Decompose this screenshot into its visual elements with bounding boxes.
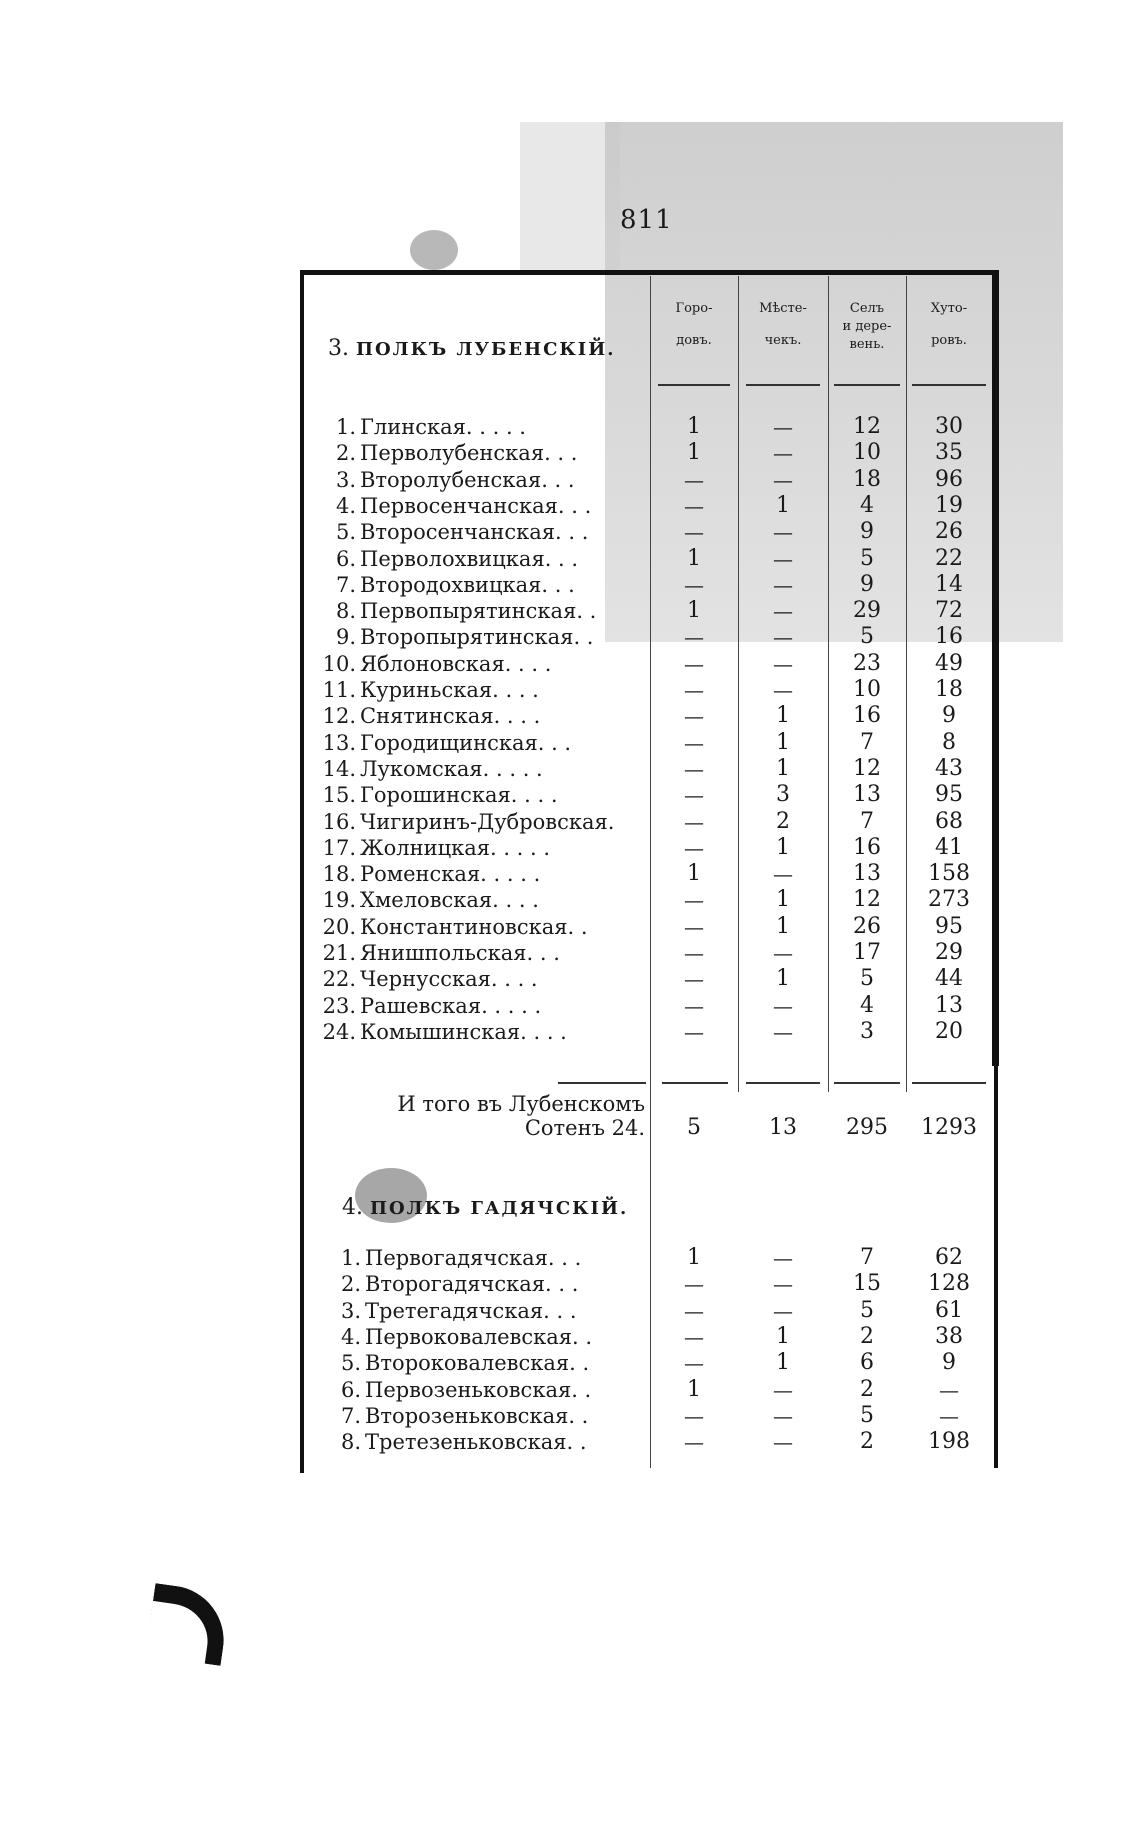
- cell-khutors: 62: [935, 1245, 963, 1270]
- section-title: 4. ПОЛКЪ ГАДЯЧСКІЙ.: [342, 1195, 629, 1220]
- cell-towns: —: [684, 572, 704, 597]
- corner-mark: [145, 1583, 230, 1666]
- row-number: 7.: [335, 572, 356, 597]
- cell-mest: —: [773, 1019, 793, 1044]
- row-number: 13.: [322, 730, 356, 755]
- cell-khutors: 49: [935, 650, 963, 676]
- cell-mest: 1: [776, 729, 790, 755]
- cell-mest: —: [773, 415, 793, 439]
- cell-villages: 5: [860, 966, 874, 992]
- total-rule: [662, 1082, 728, 1084]
- cell-mest: —: [773, 441, 793, 466]
- cell-villages: 2: [860, 1429, 874, 1455]
- cell-khutors: 128: [928, 1271, 970, 1297]
- cell-towns: —: [684, 520, 704, 545]
- total-towns: 5: [687, 1115, 701, 1140]
- cell-khutors: 273: [928, 887, 970, 913]
- row-number: 12.: [322, 704, 356, 729]
- cell-mest: 1: [776, 913, 790, 939]
- cell-villages: 26: [853, 913, 881, 939]
- cell-towns: —: [684, 967, 704, 992]
- cell-khutors: 13: [935, 992, 963, 1018]
- row-number: 24.: [322, 1019, 356, 1044]
- row-name: Янишпольская. . .: [360, 941, 560, 965]
- cell-mest: 1: [776, 887, 790, 913]
- row-number: 5.: [335, 520, 356, 545]
- cell-khutors: 158: [928, 861, 970, 887]
- cell-towns: —: [684, 678, 704, 702]
- row-name: Первопырятинская. .: [360, 599, 597, 624]
- cell-mest: —: [773, 1430, 793, 1455]
- cell-villages: 5: [860, 1402, 874, 1428]
- cell-mest: 1: [776, 703, 790, 729]
- cell-villages: 9: [860, 571, 874, 597]
- cell-mest: —: [773, 1272, 793, 1297]
- cell-khutors: 8: [942, 729, 956, 755]
- cell-towns: 1: [687, 598, 701, 624]
- column-separator: [906, 276, 907, 1092]
- row-number: 17.: [322, 835, 356, 860]
- cell-villages: 2: [860, 1376, 874, 1402]
- cell-mest: —: [773, 1377, 793, 1402]
- header-mestechki: Мѣсте- чекъ.: [759, 301, 807, 348]
- cell-towns: 1: [687, 545, 701, 571]
- cell-villages: 7: [860, 729, 874, 755]
- row-number: 3.: [335, 467, 356, 492]
- row-name: Перволубенская. . .: [360, 441, 578, 466]
- cell-khutors: 41: [935, 834, 963, 860]
- row-name: Перволохвицкая. . .: [360, 546, 579, 571]
- cell-khutors: 22: [935, 545, 963, 571]
- cell-villages: 16: [853, 834, 881, 860]
- row-number: 1.: [340, 1246, 361, 1270]
- cell-mest: 1: [776, 492, 790, 518]
- cell-khutors: 68: [935, 808, 963, 834]
- cell-mest: 1: [776, 1350, 790, 1376]
- total-rule: [558, 1082, 646, 1084]
- cell-towns: —: [684, 756, 704, 781]
- cell-villages: 16: [853, 703, 881, 729]
- cell-khutors: 14: [935, 571, 963, 597]
- cell-mest: 1: [776, 1323, 790, 1349]
- row-number: 7.: [340, 1403, 361, 1428]
- cell-khutors: 26: [935, 519, 963, 545]
- cell-mest: —: [773, 467, 793, 492]
- column-separator: [650, 276, 651, 1468]
- cell-villages: 12: [853, 887, 881, 913]
- row-name: Горошинская. . . .: [360, 783, 558, 808]
- row-name: Первоковалевская. .: [365, 1324, 593, 1349]
- row-number: 15.: [322, 783, 356, 808]
- cell-mest: 2: [776, 808, 790, 834]
- cell-mest: —: [773, 520, 793, 545]
- row-number: 22.: [322, 967, 356, 992]
- cell-mest: —: [773, 678, 793, 702]
- cell-mest: —: [773, 941, 793, 965]
- cell-khutors: 16: [935, 624, 963, 650]
- cell-khutors: 18: [935, 677, 963, 702]
- row-name: Константиновская. .: [360, 914, 588, 939]
- cell-villages: 23: [853, 650, 881, 676]
- cell-khutors: 95: [935, 913, 963, 939]
- cell-towns: —: [684, 1019, 704, 1044]
- cell-villages: 12: [853, 414, 881, 439]
- cell-khutors: 35: [935, 440, 963, 466]
- row-number: 18.: [322, 862, 356, 887]
- row-name: Жолницкая. . . . .: [360, 835, 551, 860]
- header-rule: [746, 384, 820, 386]
- cell-khutors: —: [939, 1377, 959, 1402]
- row-name: Чернусская. . . .: [360, 967, 538, 992]
- row-number: 4.: [340, 1324, 361, 1349]
- cell-towns: —: [684, 993, 704, 1018]
- cell-khutors: 96: [935, 466, 963, 492]
- row-number: 8.: [340, 1430, 361, 1455]
- cell-mest: —: [773, 862, 793, 887]
- cell-mest: —: [773, 625, 793, 650]
- row-number: 16.: [322, 809, 356, 834]
- cell-towns: —: [684, 467, 704, 492]
- cell-towns: —: [684, 493, 704, 518]
- row-number: 2.: [340, 1272, 361, 1297]
- row-number: 10.: [322, 651, 356, 676]
- column-separator: [828, 276, 829, 1092]
- header-rule: [658, 384, 730, 386]
- cell-khutors: 9: [942, 1350, 956, 1376]
- cell-villages: 13: [853, 861, 881, 887]
- cell-mest: —: [773, 546, 793, 571]
- cell-towns: —: [684, 809, 704, 834]
- column-separator: [738, 276, 739, 1092]
- row-name: Третегадячская. . .: [365, 1298, 577, 1323]
- cell-towns: —: [684, 625, 704, 650]
- row-name: Первозеньковская. .: [365, 1377, 592, 1402]
- cell-villages: 15: [853, 1271, 881, 1297]
- row-name: Первогадячская. . .: [365, 1246, 582, 1270]
- row-number: 23.: [322, 993, 356, 1018]
- cell-mest: —: [773, 993, 793, 1018]
- row-name: Второгадячская. . .: [365, 1272, 579, 1297]
- header-khutors: Хуто- ровъ.: [930, 301, 968, 348]
- cell-towns: —: [684, 704, 704, 729]
- cell-mest: —: [773, 1403, 793, 1428]
- row-number: 21.: [322, 941, 356, 965]
- cell-khutors: 20: [935, 1018, 963, 1044]
- row-name: Лукомская. . . . .: [360, 756, 543, 781]
- cell-towns: —: [684, 651, 704, 676]
- row-name: Глинская. . . . .: [360, 415, 526, 439]
- row-number: 19.: [322, 888, 356, 913]
- cell-villages: 13: [853, 782, 881, 808]
- row-number: 5.: [340, 1351, 361, 1376]
- cell-villages: 3: [860, 1018, 874, 1044]
- row-name: Второковалевская. .: [365, 1351, 590, 1376]
- cell-mest: 1: [776, 834, 790, 860]
- table-border: [992, 272, 999, 1066]
- header-villages: Селъ и дере- вень.: [842, 301, 892, 352]
- cell-villages: 7: [860, 1245, 874, 1270]
- page-number: 811: [620, 205, 673, 235]
- cell-mest: —: [773, 572, 793, 597]
- cell-towns: —: [684, 941, 704, 965]
- cell-villages: 4: [860, 992, 874, 1018]
- cell-mest: 1: [776, 966, 790, 992]
- row-number: 20.: [322, 914, 356, 939]
- row-name: Второлубенская. . .: [360, 467, 575, 492]
- total-rule: [912, 1082, 986, 1084]
- cell-khutors: 38: [935, 1323, 963, 1349]
- cell-villages: 5: [860, 545, 874, 571]
- cell-villages: 4: [860, 492, 874, 518]
- cell-villages: 10: [853, 677, 881, 702]
- cell-villages: 6: [860, 1350, 874, 1376]
- cell-towns: —: [684, 1272, 704, 1297]
- cell-villages: 17: [853, 940, 881, 965]
- cell-khutors: 43: [935, 755, 963, 781]
- cell-villages: 7: [860, 808, 874, 834]
- cell-mest: —: [773, 651, 793, 676]
- header-towns: Горо- довъ.: [675, 301, 713, 348]
- row-name: Второзеньковская. .: [365, 1403, 589, 1428]
- row-name: Втородохвицкая. . .: [360, 572, 575, 597]
- cell-khutors: 72: [935, 598, 963, 624]
- row-number: 1.: [335, 415, 356, 439]
- cell-towns: —: [684, 888, 704, 913]
- cell-towns: —: [684, 1298, 704, 1323]
- row-name: Второпырятинская. .: [360, 625, 594, 650]
- cell-towns: —: [684, 730, 704, 755]
- total-rule: [834, 1082, 900, 1084]
- row-name: Роменская. . . . .: [360, 862, 541, 887]
- cell-towns: 1: [687, 1245, 701, 1270]
- row-number: 9.: [335, 625, 356, 650]
- row-name: Рашевская. . . . .: [360, 993, 542, 1018]
- cell-villages: 10: [853, 440, 881, 466]
- table-border: [994, 1066, 998, 1468]
- header-rule: [834, 384, 900, 386]
- row-number: 6.: [335, 546, 356, 571]
- row-name: Второсенчанская. . .: [360, 520, 589, 545]
- cell-villages: 29: [853, 598, 881, 624]
- cell-villages: 12: [853, 755, 881, 781]
- row-name: Городищинская. . .: [360, 730, 572, 755]
- row-number: 14.: [322, 756, 356, 781]
- cell-khutors: 29: [935, 940, 963, 965]
- total-villages: 295: [846, 1115, 888, 1140]
- total-rule: [746, 1082, 820, 1084]
- cell-khutors: 95: [935, 782, 963, 808]
- cell-towns: 1: [687, 440, 701, 466]
- cell-mest: —: [773, 599, 793, 624]
- cell-towns: 1: [687, 1376, 701, 1402]
- ink-blot: [410, 230, 458, 270]
- section-title: 3. ПОЛКЪ ЛУБЕНСКІЙ.: [328, 336, 616, 361]
- cell-towns: —: [684, 1351, 704, 1376]
- total-khutors: 1293: [921, 1115, 977, 1140]
- cell-villages: 2: [860, 1323, 874, 1349]
- cell-khutors: 19: [935, 492, 963, 518]
- row-number: 6.: [340, 1377, 361, 1402]
- cell-towns: 1: [687, 414, 701, 439]
- cell-towns: —: [684, 835, 704, 860]
- cell-khutors: 61: [935, 1297, 963, 1323]
- cell-mest: —: [773, 1298, 793, 1323]
- cell-khutors: 44: [935, 966, 963, 992]
- row-name: Чигиринъ-Дубровская.: [360, 809, 615, 834]
- header-rule: [912, 384, 986, 386]
- cell-mest: 1: [776, 755, 790, 781]
- row-name: Первосенчанская. . .: [360, 493, 592, 518]
- row-name: Яблоновская. . . .: [360, 651, 552, 676]
- cell-towns: 1: [687, 861, 701, 887]
- total-mestechki: 13: [769, 1115, 797, 1140]
- row-number: 11.: [322, 678, 356, 702]
- cell-khutors: 198: [928, 1429, 970, 1455]
- cell-towns: —: [684, 1430, 704, 1455]
- cell-villages: 18: [853, 466, 881, 492]
- cell-khutors: 30: [935, 414, 963, 439]
- row-number: 4.: [335, 493, 356, 518]
- cell-towns: —: [684, 1403, 704, 1428]
- cell-towns: —: [684, 914, 704, 939]
- cell-villages: 5: [860, 1297, 874, 1323]
- row-name: Третезеньковская. .: [365, 1430, 587, 1455]
- row-number: 8.: [335, 599, 356, 624]
- row-number: 2.: [335, 441, 356, 466]
- row-name: Куриньская. . . .: [360, 678, 539, 702]
- cell-towns: —: [684, 783, 704, 808]
- cell-villages: 5: [860, 624, 874, 650]
- row-name: Хмеловская. . . .: [360, 888, 539, 913]
- row-name: Комышинская. . . .: [360, 1019, 567, 1044]
- cell-mest: —: [773, 1246, 793, 1270]
- row-number: 3.: [340, 1298, 361, 1323]
- cell-villages: 9: [860, 519, 874, 545]
- cell-khutors: —: [939, 1403, 959, 1428]
- cell-mest: 3: [776, 782, 790, 808]
- row-name: Снятинская. . . .: [360, 704, 541, 729]
- cell-towns: —: [684, 1324, 704, 1349]
- cell-khutors: 9: [942, 703, 956, 729]
- total-label: И того въ Лубенскомъ Сотенъ 24.: [397, 1092, 645, 1140]
